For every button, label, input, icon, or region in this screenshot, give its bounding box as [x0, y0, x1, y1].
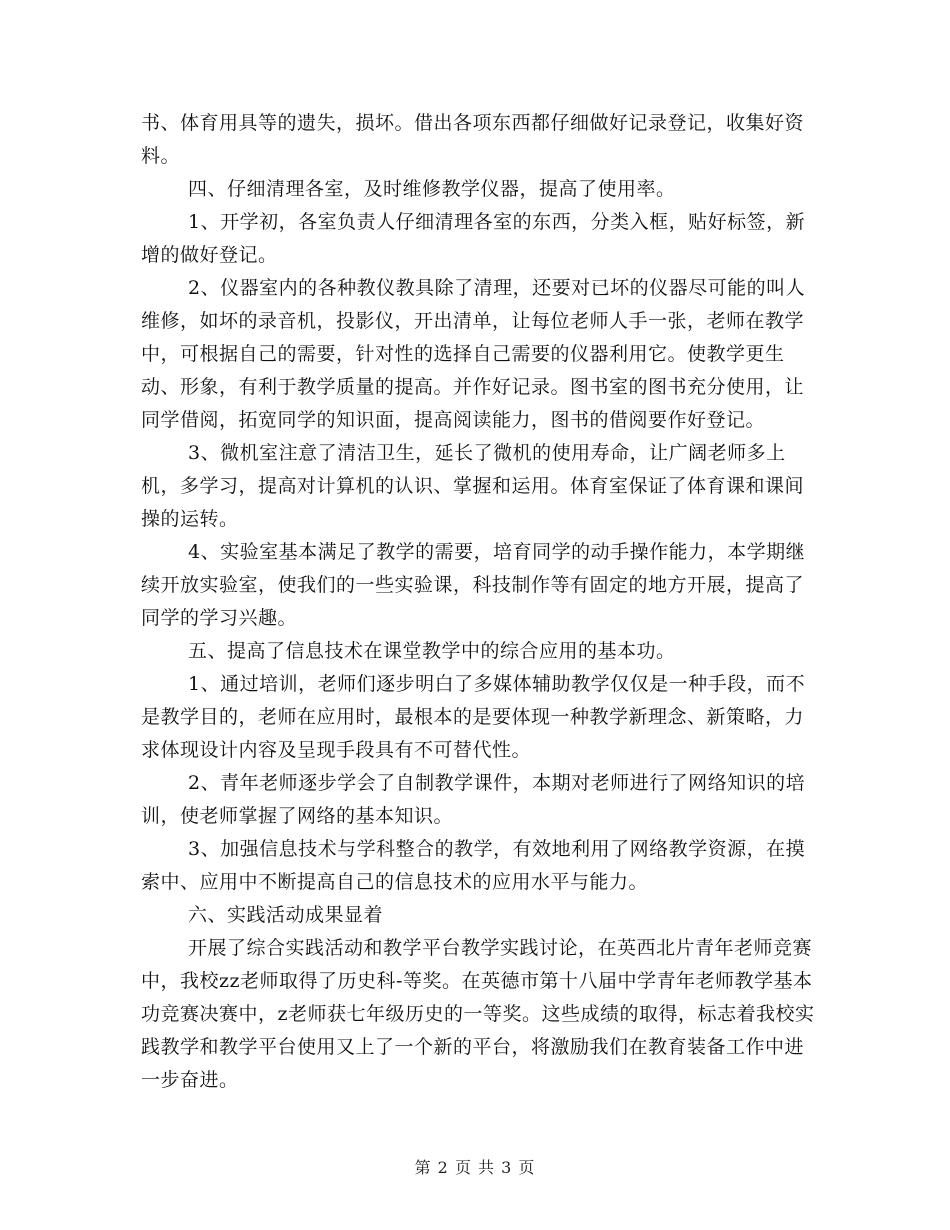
paragraph: 4、实验室基本满足了教学的需要，培育同学的动手操作能力，本学期继续开放实验室，使我们的一些实验课，科技制作等有固定的地方开展，提高了同学的学习兴趣。	[141, 541, 806, 629]
paragraph: 2、仪器室内的各种教仪教具除了清理，还要对已坏的仪器尽可能的叫人维修，如坏的录音机，投影仪，开出清单，让每位老师人手一张，老师在教学中，可根据自己的需要，针对性的选择自己需要的仪器利用它。使教学更生动、形象，有利于教学质量的提高。并作好记录。图书室的图书充分使用，让同学借阅，拓宽同学的知识面，提高阅读能力，图书的借阅要作好登记。	[141, 277, 806, 431]
paragraph: 2、青年老师逐步学会了自制教学课件，本期对老师进行了网络知识的培训，使老师掌握了网络的基本知识。	[141, 772, 806, 827]
paragraph: 3、加强信息技术与学科整合的教学，有效地利用了网络教学资源，在摸索中、应用中不断提高自己的信息技术的应用水平与能力。	[141, 838, 806, 893]
paragraph: 1、开学初，各室负责人仔细清理各室的东西，分类入框，贴好标签，新增的做好登记。	[141, 211, 806, 266]
paragraph: 3、微机室注意了清洁卫生，延长了微机的使用寿命，让广阔老师多上机，多学习，提高对计算机的认识、掌握和运用。体育室保证了体育课和课间操的运转。	[141, 442, 805, 530]
section-heading-5: 五、提高了信息技术在课堂教学中的综合应用的基本功。	[188, 640, 676, 662]
section-heading-6: 六、实践活动成果显着	[188, 904, 384, 926]
section-heading-4: 四、仔细清理各室，及时维修教学仪器，提高了使用率。	[188, 178, 676, 200]
paragraph: 开展了综合实践活动和教学平台教学实践讨论，在英西北片青年老师竞赛中，我校zz老师取得了历史科-等奖。在英德市第十八届中学青年老师教学基本功竞赛决赛中，z老师获七年级历史的一等奖。这些成绩的取得，标志着我校实践教学和教学平台使用又上了一个新的平台，将激励我们在教育装备工作中进一步奋进。	[141, 937, 815, 1091]
paragraph-continued: 书、体育用具等的遗失，损坏。借出各项东西都仔细做好记录登记，收集好资料。	[141, 112, 805, 167]
body-text	[141, 107, 816, 1097]
paragraph: 1、通过培训，老师们逐步明白了多媒体辅助教学仅仅是一种手段，而不是教学目的，老师在应用时，最根本的是要体现一种教学新理念、新策略，力求体现设计内容及呈现手段具有不可替代性。	[141, 673, 806, 761]
page-number: 第 2 页 共 3 页	[414, 1158, 536, 1177]
